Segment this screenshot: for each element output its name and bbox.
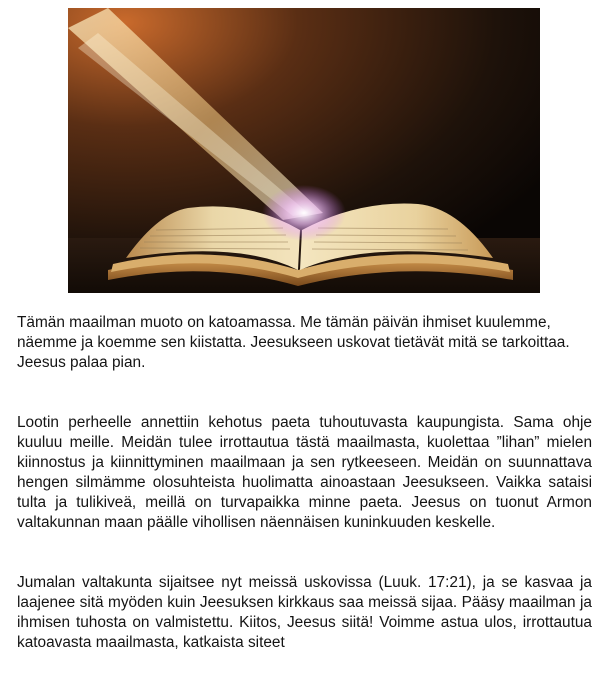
open-bible-icon <box>68 8 540 293</box>
paragraph: Tämän maailman muoto on katoamassa. Me tämän päivän ihmiset kuulemme, näemme ja koemme sen kiistatta. Jeesukseen uskovat tietävät mitä se tarkoittaa. Jeesus palaa pian. <box>17 314 570 371</box>
paragraph: Jumalan valtakunta sijaitsee nyt meissä uskovissa (Luuk. 17:21), ja se kasvaa ja laajenee sitä myöden kuin Jeesuksen kirkkaus saa meissä sijaa. Pääsy maailman ja ihmisen tuhosta on valmistettu. Kiitos, Jeesus siitä! Voimme astua ulos, irrottautua katoavasta maailmasta, katkaista siteet <box>17 574 592 651</box>
paragraph: Lootin perheelle annettiin kehotus paeta tuhoutuvasta kaupungista. Sama ohje kuuluu meille. Meidän tulee irrottautua tästä maailmasta, kuolettaa ”lihan” mielen kiinnostus ja kiinnittyminen maailmaan ja sen rytkeeseen. Meidän on suunnattava hengen silmämme olosuhteista huolimatta ainoastaan Jeesukseen. Vaikka sataisi tulta ja tulikiveä, meillä on turvapaikka minne paeta. Jeesus on tuonut Armon valtakunnan maan päälle vihollisen näennäisen kuninkuuden keskelle. <box>17 414 592 531</box>
hero-image <box>68 8 540 293</box>
article-body <box>17 313 592 675</box>
